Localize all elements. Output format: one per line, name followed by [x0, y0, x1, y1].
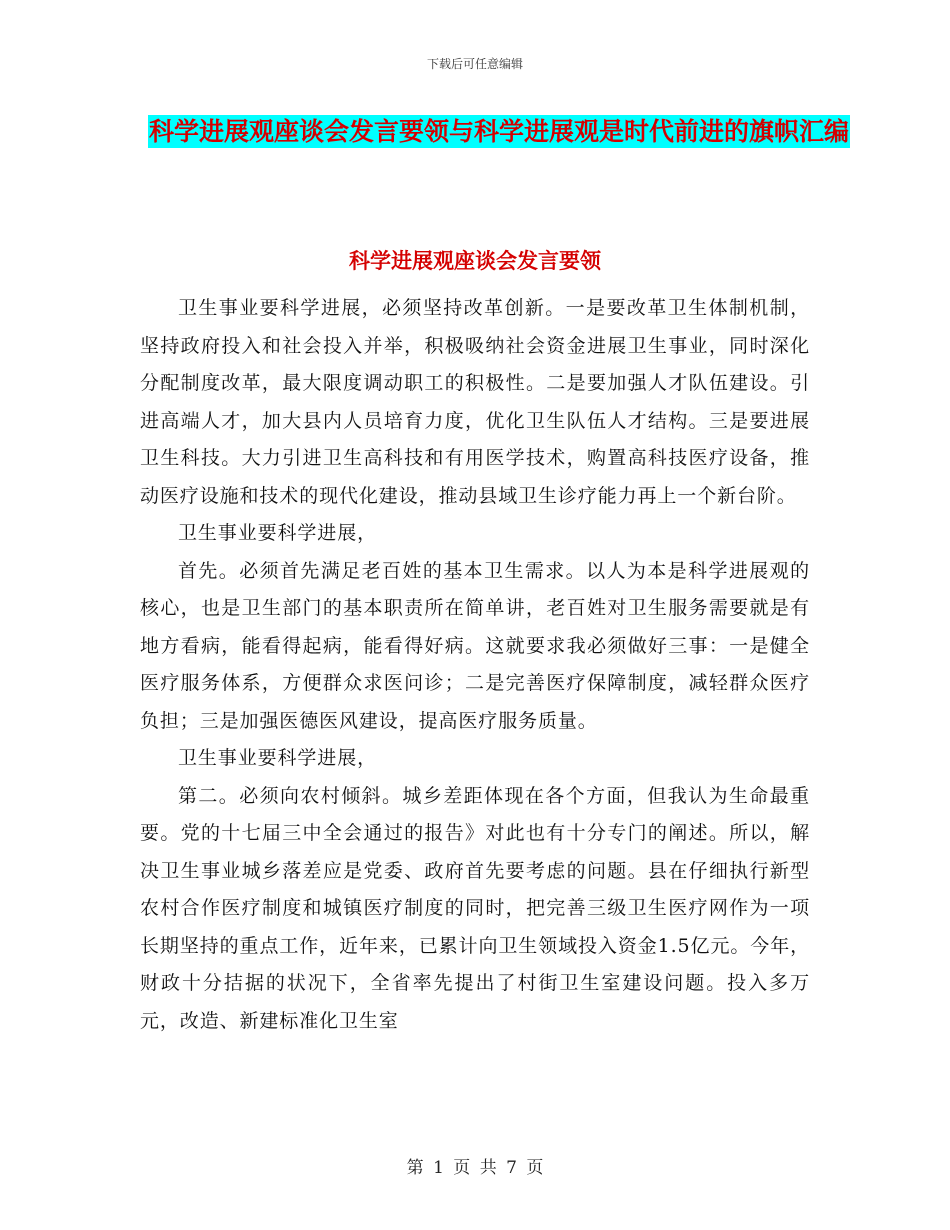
- paragraph: 卫生事业要科学进展，: [178, 522, 378, 544]
- paragraph: 卫生事业要科学进展，: [178, 747, 378, 769]
- document-body: [140, 290, 810, 1040]
- paragraph: 卫生事业要科学进展，必须坚持改革创新。一是要改革卫生体制机制，坚持政府投入和社会投入并举，积极吸纳社会资金进展卫生事业，同时深化分配制度改革，最大限度调动职工的积极性。二是要加强人才队伍建设。引进高端人才，加大县内人员培育力度，优化卫生队伍人才结构。三是要进展卫生科技。大力引进卫生高科技和有用医学技术，购置高科技医疗设备，推动医疗设施和技术的现代化建设，推动县域卫生诊疗能力再上一个新台阶。: [140, 297, 810, 507]
- section-title: 科学进展观座谈会发言要领: [349, 249, 601, 273]
- paragraph: 首先。必须首先满足老百姓的基本卫生需求。以人为本是科学进展观的核心，也是卫生部门的基本职责所在简单讲，老百姓对卫生服务需要就是有地方看病，能看得起病，能看得好病。这就要求我必须做好三事：一是健全医疗服务体系，方便群众求医问诊；二是完善医疗保障制度，减轻群众医疗负担；三是加强医德医风建设，提高医疗服务质量。: [140, 559, 810, 732]
- paragraph: 第二。必须向农村倾斜。城乡差距体现在各个方面，但我认为生命最重要。党的十七届三中全会通过的报告》对此也有十分专门的阐述。所以，解决卫生事业城乡落差应是党委、政府首先要考虑的问题。县在仔细执行新型农村合作医疗制度和城镇医疗制度的同时，把完善三级卫生医疗网作为一项长期坚持的重点工作，近年来，已累计向卫生领域投入资金1.5亿元。今年，财政十分拮据的状况下，全省率先提出了村街卫生室建设问题。投入多万元，改造、新建标准化卫生室: [140, 784, 810, 1032]
- page-footer: 第 1 页 共 7 页: [406, 1158, 544, 1178]
- page-header-note: 下载后可任意编辑: [426, 57, 523, 71]
- document-title-text: 科学进展观座谈会发言要领与科学进展观是时代前进的旗帜汇编: [148, 117, 849, 146]
- document-title: [140, 110, 858, 154]
